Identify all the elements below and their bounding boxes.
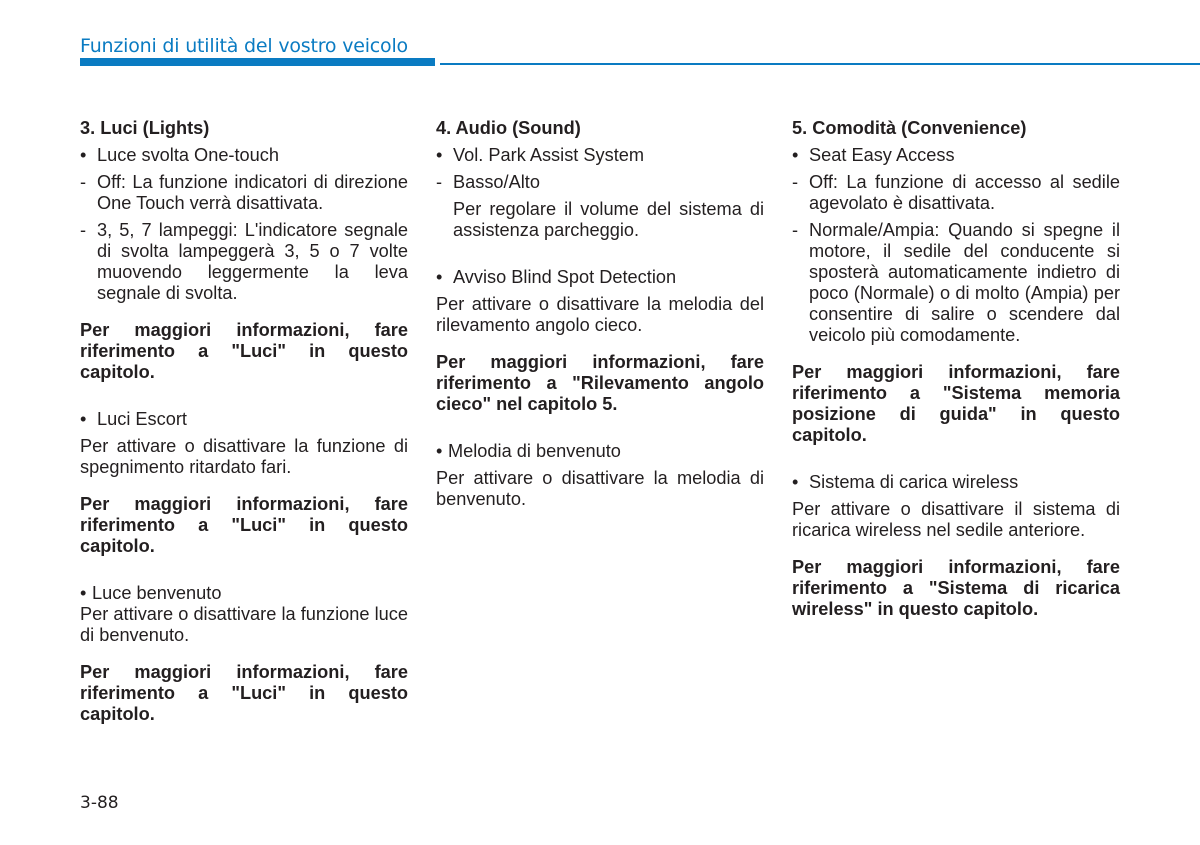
description: Per attivare o disattivare la melodia del rilevamento angolo cieco. [436,294,764,335]
section-heading: 3. Luci (Lights) [80,118,210,138]
description: Per attivare o disattivare la melodia di benvenuto. [436,468,764,509]
option-text: Off: La funzione indicatori di direzione One Touch verrà disattivata. [97,172,408,213]
bullet-icon: • [80,583,87,603]
description: Per regolare il volume del sistema di assistenza parcheggio. [453,199,764,240]
bullet-icon: • [436,267,443,287]
bullet-icon: • [436,145,443,165]
description: Per attivare o disattivare la funzione di spegnimento ritardato fari. [80,436,408,477]
dash-icon: - [436,172,443,192]
column-convenience [792,118,1120,626]
bullet-icon: • [792,145,799,165]
header-rule [440,63,1200,65]
list-item [436,441,764,462]
page-number: 3-88 [80,793,119,813]
list-item [80,583,408,604]
reference-note: Per maggiori informazioni, fare riferimento a "Rilevamento angolo cieco" nel capitolo 5. [436,352,764,414]
reference-note: Per maggiori informazioni, fare riferimento a "Luci" in questo capitolo. [80,320,408,382]
option-item [80,172,408,214]
bullet-icon: • [792,472,799,492]
option-item [436,172,764,193]
column-lights [80,118,408,731]
bullet-icon: • [80,409,87,429]
section-title: Funzioni di utilità del vostro veicolo [80,35,408,57]
item-label: Sistema di carica wireless [809,472,1019,492]
list-item [792,472,1120,493]
option-item [792,172,1120,214]
item-label: Melodia di benvenuto [448,441,621,461]
reference-note: Per maggiori informazioni, fare riferimento a "Luci" in questo capitolo. [80,662,408,724]
item-label: Vol. Park Assist System [453,145,645,165]
description: Per attivare o disattivare la funzione luce di benvenuto. [80,604,408,645]
dash-icon: - [792,172,799,192]
section-heading: 4. Audio (Sound) [436,118,581,138]
reference-note: Per maggiori informazioni, fare riferimento a "Luci" in questo capitolo. [80,494,408,556]
item-label: Luci Escort [97,409,187,429]
list-item [80,409,408,430]
dash-icon: - [792,220,799,240]
list-item [436,267,764,288]
list-item [436,145,764,166]
item-label: Seat Easy Access [809,145,955,165]
option-item [80,220,408,304]
option-text: Normale/Ampia: Quando si spegne il motore, il sedile del conducente si sposterà automaticamente indietro di poco (Normale) o di molto (Ampia) per consentire di salire o scendere dal veicolo più comodamente. [809,220,1120,345]
dash-icon: - [80,172,87,192]
column-audio [436,118,764,516]
reference-note: Per maggiori informazioni, fare riferimento a "Sistema memoria posizione di guida" in questo capitolo. [792,362,1120,445]
option-text: 3, 5, 7 lampeggi: L'indicatore segnale di svolta lampeggerà 3, 5 o 7 volte muovendo leggermente la leva segnale di svolta. [97,220,408,303]
list-item [80,145,408,166]
reference-note: Per maggiori informazioni, fare riferimento a "Sistema di ricarica wireless" in questo capitolo. [792,557,1120,619]
item-label: Luce benvenuto [92,583,222,603]
item-label: Luce svolta One-touch [97,145,279,165]
option-text: Off: La funzione di accesso al sedile agevolato è disattivata. [809,172,1120,213]
description: Per attivare o disattivare il sistema di ricarica wireless nel sedile anteriore. [792,499,1120,540]
header-accent-bar [80,58,435,66]
section-heading: 5. Comodità (Convenience) [792,118,1027,138]
dash-icon: - [80,220,87,240]
bullet-icon: • [436,441,443,461]
option-item [792,220,1120,346]
list-item [792,145,1120,166]
bullet-icon: • [80,145,87,165]
item-label: Avviso Blind Spot Detection [453,267,677,287]
option-text: Basso/Alto [453,172,540,192]
